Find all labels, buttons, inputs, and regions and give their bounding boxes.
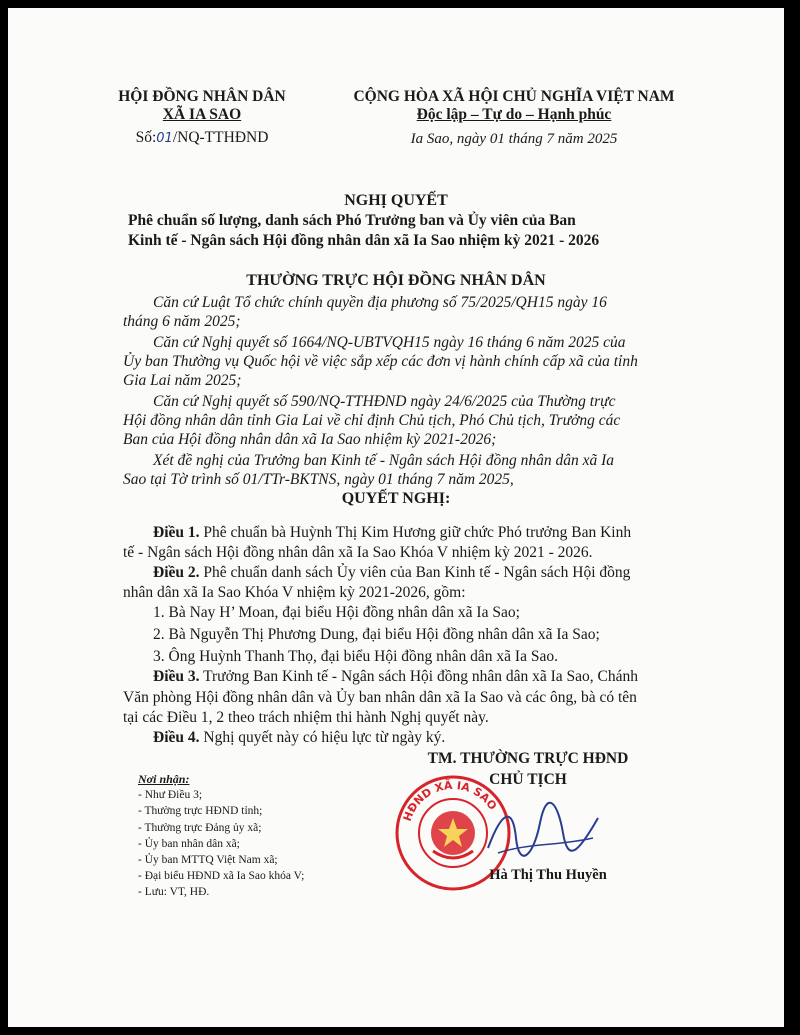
basis-line: Gia Lai năm 2025; <box>123 372 242 389</box>
basis-line: Hội đồng nhân dân tỉnh Gia Lai về chỉ định Chủ tịch, Phó Chủ tịch, Trưởng các <box>123 412 621 429</box>
nation-title: CỘNG HÒA XÃ HỘI CHỦ NGHĨA VIỆT NAM <box>353 88 675 105</box>
document-page <box>8 8 784 1027</box>
member-item: 3. Ông Huỳnh Thanh Thọ, đại biểu Hội đồng nhân dân xã Ia Sao. <box>153 648 558 665</box>
recipients-block <box>138 771 304 901</box>
article-2: Điều 2. Phê chuẩn danh sách Ủy viên của Ban Kinh tế - Ngân sách Hội đồng <box>153 564 631 581</box>
subject-line-2: Kinh tế - Ngân sách Hội đồng nhân dân xã Ia Sao nhiệm kỳ 2021 - 2026 <box>128 232 600 249</box>
signer-name: Hà Thị Thu Huyền <box>489 867 607 883</box>
recipients-heading: Nơi nhận: <box>138 772 190 786</box>
motto: Độc lập – Tự do – Hạnh phúc <box>416 106 612 123</box>
basis-line: Xét đề nghị của Trưởng ban Kinh tế - Ngân sách Hội đồng nhân dân xã Ia <box>153 452 615 469</box>
recipient-item: - Ủy ban nhân dân xã; <box>138 837 240 850</box>
place-date: Ia Sao, ngày 01 tháng 7 năm 2025 <box>410 131 618 147</box>
recipient-item: - Đại biểu HĐND xã Ia Sao khóa V; <box>138 870 305 883</box>
article-4: Điều 4. Nghị quyết này có hiệu lực từ ngày ký. <box>153 729 446 746</box>
org-commune: XÃ IA SAO <box>162 106 242 123</box>
recipient-item: - Như Điều 3; <box>138 789 203 802</box>
basis-line: Căn cứ Luật Tổ chức chính quyền địa phương số 75/2025/QH15 ngày 16 <box>153 294 607 311</box>
seal-text: HĐND XÃ IA SAO <box>400 778 500 824</box>
basis-line: Ban của Hội đồng nhân dân xã Ia Sao nhiệm kỳ 2021-2026; <box>123 431 497 448</box>
org-name: HỘI ĐỒNG NHÂN DÂN <box>118 88 286 105</box>
member-item: 1. Bà Nay H’ Moan, đại biểu Hội đồng nhân dân xã Ia Sao; <box>153 604 520 621</box>
basis-line: Ủy ban Thường vụ Quốc hội về việc sắp xếp các đơn vị hành chính cấp xã của tỉnh <box>123 353 638 370</box>
article-3-cont: Văn phòng Hội đồng nhân dân và Ủy ban nhân dân xã Ia Sao và các ông, bà có tên <box>123 689 637 706</box>
article-1: Điều 1. Phê chuẩn bà Huỳnh Thị Kim Hương giữ chức Phó trưởng Ban Kinh <box>153 524 632 541</box>
article-2-cont: nhân dân xã Ia Sao Khóa V nhiệm kỳ 2021-2026, gồm: <box>123 584 466 601</box>
basis-line: Căn cứ Nghị quyết số 590/NQ-TTHĐND ngày 24/6/2025 của Thường trực <box>153 393 616 410</box>
member-item: 2. Bà Nguyễn Thị Phương Dung, đại biểu Hội đồng nhân dân xã Ia Sao; <box>153 626 600 643</box>
decide-heading: QUYẾT NGHỊ: <box>341 490 451 507</box>
doc-type: NGHỊ QUYẾT <box>344 192 448 209</box>
basis-line: Sao tại Tờ trình số 01/TTr-BKTNS, ngày 01 tháng 7 năm 2025, <box>123 471 514 488</box>
signature-position: CHỦ TỊCH <box>489 771 567 788</box>
issuer: THƯỜNG TRỰC HỘI ĐỒNG NHÂN DÂN <box>246 272 546 289</box>
recipient-item: - Ủy ban MTTQ Việt Nam xã; <box>138 854 278 867</box>
article-1-cont: tế - Ngân sách Hội đồng nhân dân xã Ia Sao Khóa V nhiệm kỳ 2021 - 2026. <box>123 544 593 561</box>
handwritten-number: 01 <box>156 131 173 146</box>
article-3: Điều 3. Trưởng Ban Kinh tế - Ngân sách Hội đồng nhân dân xã Ia Sao, Chánh <box>153 668 638 685</box>
document-number: Số:01/NQ-TTHĐND <box>135 129 269 146</box>
handwritten-signature-icon <box>478 798 608 868</box>
basis-line: Căn cứ Nghị quyết số 1664/NQ-UBTVQH15 ngày 16 tháng 6 năm 2025 của <box>153 334 626 351</box>
subject-line-1: Phê chuẩn số lượng, danh sách Phó Trưởng ban và Ủy viên của Ban <box>128 212 576 229</box>
recipient-item: - Lưu: VT, HĐ. <box>138 886 210 899</box>
article-3-cont: tại các Điều 1, 2 theo trách nhiệm thi hành Nghị quyết này. <box>123 709 489 726</box>
recipient-item: - Thường trực Đảng ủy xã; <box>138 821 262 834</box>
recipient-item: - Thường trực HĐND tỉnh; <box>138 805 263 818</box>
basis-line: tháng 6 năm 2025; <box>123 313 241 330</box>
signature-on-behalf: TM. THƯỜNG TRỰC HĐND <box>427 750 629 767</box>
